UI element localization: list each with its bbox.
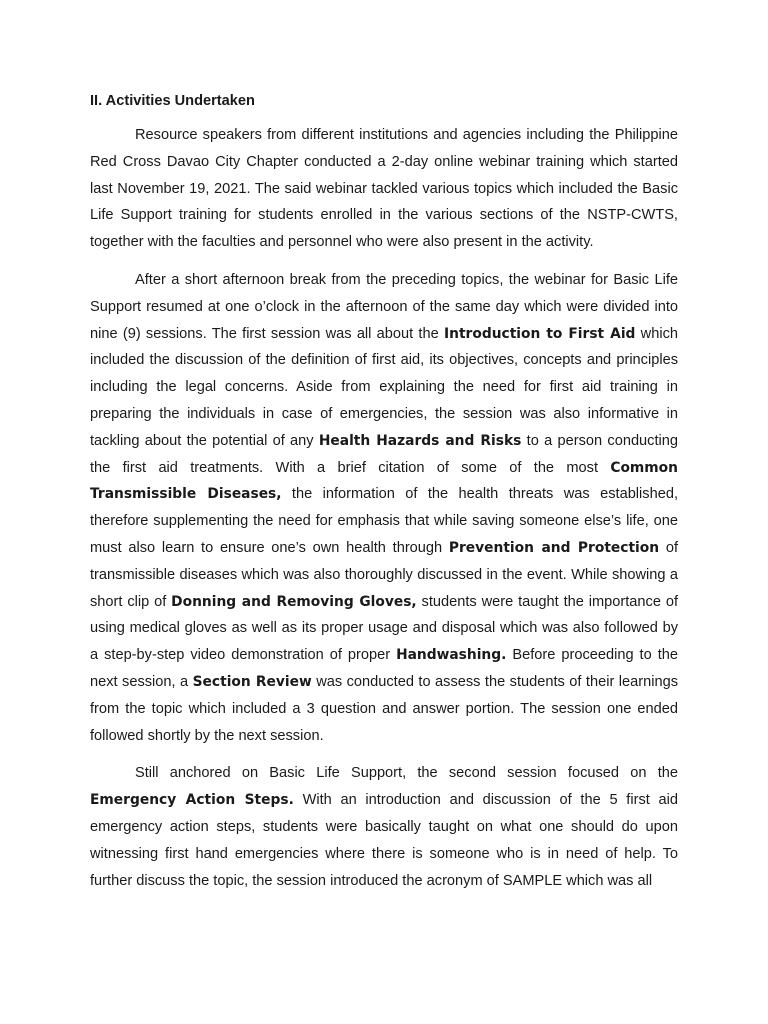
paragraph-1 xyxy=(90,122,678,256)
paragraph-text: Before proceeding to the next session, a xyxy=(90,647,678,690)
paragraph-3 xyxy=(90,760,678,894)
section-heading: II. Activities Undertaken xyxy=(90,93,255,109)
paragraph-text: the information of the health threats was established, therefore supplementing the need for emphasis that while saving someone else’s life, one must also learn to ensure one’s own health through xyxy=(90,486,678,556)
bold-term-introduction-to-first-aid: Introduction to First Aid xyxy=(443,325,636,342)
bold-term-section-review: Section Review xyxy=(192,673,312,690)
bold-term-prevention-and-protection: Prevention and Protection xyxy=(448,539,660,556)
paragraph-text: which included the discussion of the definition of first aid, its objectives, concepts and principles including the legal concerns. Aside from explaining the need for first aid training in preparing the individuals in case of emergencies, the session was also informative in tackling about the potential of any xyxy=(90,325,678,449)
paragraph-text: to a person conducting the first aid treatments. With a brief citation of some of the most xyxy=(90,432,679,476)
paragraph-2 xyxy=(90,267,678,749)
paragraph-text: students were taught the importance of using medical gloves as well as its proper usage and disposal which was also followed by a step-by-step video demonstration of proper xyxy=(90,593,678,664)
bold-term-health-hazards: Health Hazards and Risks xyxy=(318,432,522,449)
document-page xyxy=(90,88,678,905)
bold-term-emergency-action-steps: Emergency Action Steps. xyxy=(90,792,294,809)
paragraph-text: Resource speakers from different institutions and agencies including the Philippine Red Cross Davao City Chapter conducted a 2-day online webinar training which started last November 19, 2021. The said webinar tackled various topics which included the Basic Life Support training for students enrolled in the various sections of the NSTP-CWTS, together with the faculties and personnel who were also present in the activity. xyxy=(90,127,678,251)
paragraph-text: With an introduction and discussion of the 5 first aid emergency action steps, students were basically taught on what one should do upon witnessing first hand emergencies where there is someone who is in need of help. To further discuss the topic, the session introduced the acronym of SAMPLE which was all xyxy=(90,792,678,889)
bold-term-donning-removing-gloves: Donning and Removing Gloves, xyxy=(171,593,417,610)
paragraph-text: Still anchored on Basic Life Support, the second session focused on the xyxy=(135,765,678,782)
paragraph-text: After a short afternoon break from the preceding topics, the webinar for Basic Life Support resumed at one o’clock in the afternoon of the same day which were divided into nine (9) sessions. The first session was all about the xyxy=(90,271,678,342)
paragraph-text: of transmissible diseases which was also thoroughly discussed in the event. While showing a short clip of xyxy=(90,539,678,610)
paragraph-text: was conducted to assess the students of their learnings from the topic which included a 3 question and answer portion. The session one ended followed shortly by the next session. xyxy=(90,673,679,744)
bold-term-handwashing: Handwashing. xyxy=(396,647,507,664)
bold-term-common-transmissible-diseases: Common Transmissible Diseases, xyxy=(90,459,678,503)
